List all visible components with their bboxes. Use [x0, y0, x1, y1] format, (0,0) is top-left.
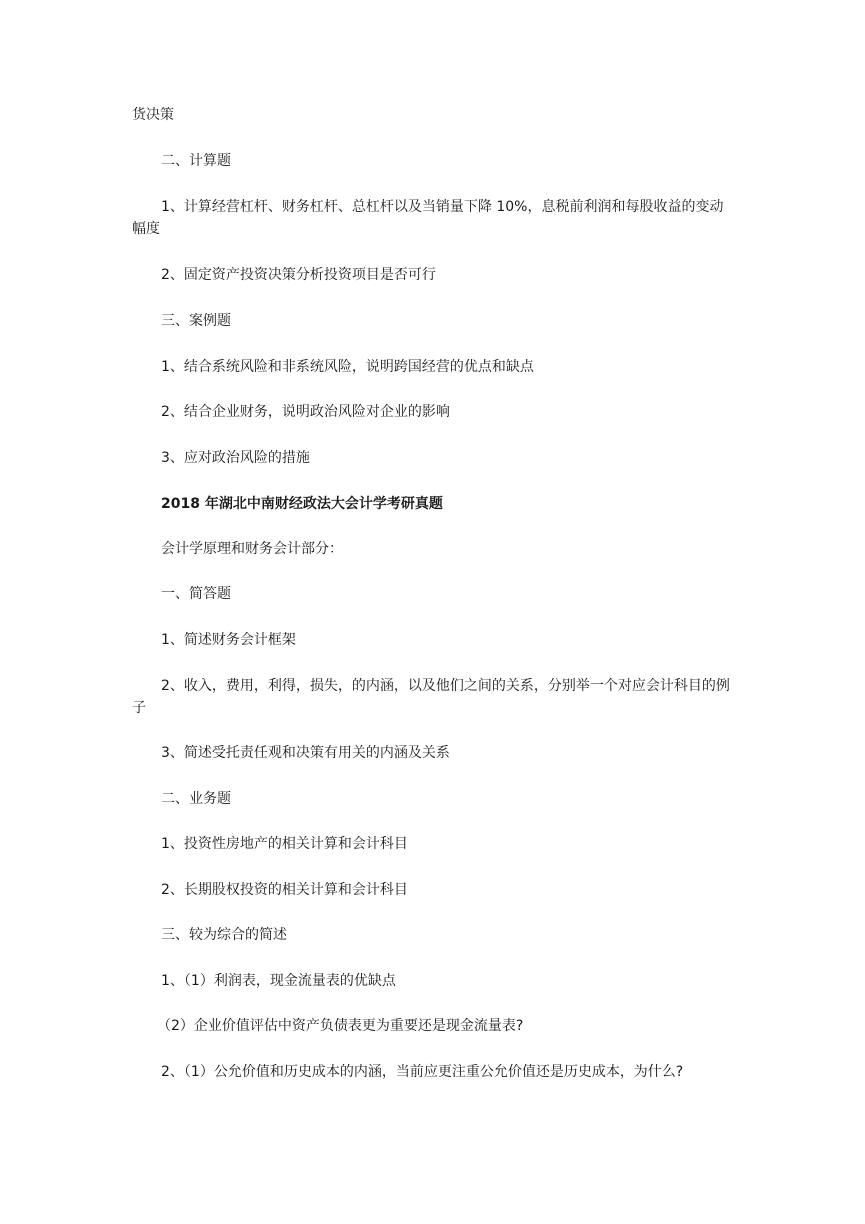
paragraph-line: 货决策 — [132, 107, 174, 123]
paragraph-line: （2）企业价值评估中资产负债表更为重要还是现金流量表? — [157, 1018, 524, 1034]
paragraph-line: 1、简述财务会计框架 — [161, 632, 296, 648]
paragraph-line: 2、固定资产投资决策分析投资项目是否可行 — [161, 267, 436, 283]
section-heading: 三、较为综合的简述 — [161, 927, 287, 943]
section-heading: 二、计算题 — [161, 153, 231, 169]
paragraph-line: 3、应对政治风险的措施 — [161, 450, 310, 466]
paragraph-line: 1、计算经营杠杆、财务杠杆、总杠杆以及当销量下降 10%，息税前利润和每股收益的变动幅度 — [132, 199, 724, 237]
section-heading: 二、业务题 — [161, 791, 231, 807]
section-heading: 一、简答题 — [161, 586, 231, 602]
paragraph-line: 1、投资性房地产的相关计算和会计科目 — [161, 836, 408, 852]
document-subtitle: 2018 年湖北中南财经政法大会计学考研真题 — [161, 496, 443, 512]
paragraph-line: 2、（1）公允价值和历史成本的内涵，当前应更注重公允价值还是历史成本，为什么? — [161, 1064, 684, 1080]
section-heading: 三、案例题 — [161, 313, 231, 329]
paragraph-line: 3、简述受托责任观和决策有用关的内涵及关系 — [161, 745, 450, 761]
paragraph-line: 2、长期股权投资的相关计算和会计科目 — [161, 882, 408, 898]
paragraph-line: 1、（1）利润表，现金流量表的优缺点 — [161, 973, 396, 989]
paragraph-line: 2、结合企业财务，说明政治风险对企业的影响 — [161, 404, 450, 420]
paragraph-line: 会计学原理和财务会计部分： — [161, 541, 343, 557]
paragraph-line: 2、收入，费用，利得，损失，的内涵，以及他们之间的关系，分别举一个对应会计科目的例子 — [132, 678, 730, 716]
paragraph-line: 1、结合系统风险和非系统风险，说明跨国经营的优点和缺点 — [161, 359, 534, 375]
